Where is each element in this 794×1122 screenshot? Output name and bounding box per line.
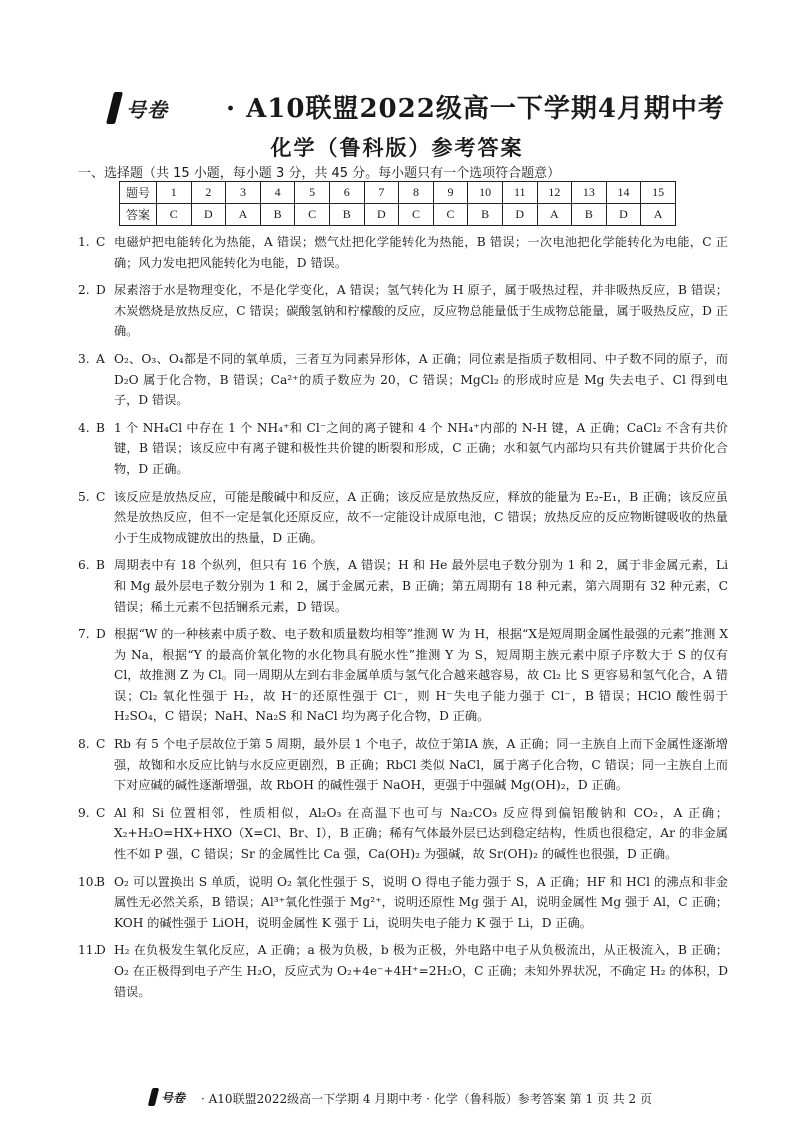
table-cell: 15 (641, 182, 676, 204)
table-cell: 4 (260, 182, 295, 204)
document-subtitle: 化学（鲁科版）参考答案 (270, 136, 524, 160)
item-explanation: 尿素溶于水是物理变化，不是化学变化，A 错误；氢气转化为 H 原子，属于吸热过程，并非吸热反应，B 错误；木炭燃烧是放热反应，C 错误；碳酸氢钠和柠檬酸的反应，反应物总能量低于生成物总能量，属于吸热反应，D 正确。 (114, 283, 728, 339)
table-cell: A (226, 204, 261, 226)
item-answer: C (96, 805, 106, 820)
list-item (78, 624, 728, 727)
item-number: 4. (78, 420, 90, 435)
item-explanation: 1 个 NH₄Cl 中存在 1 个 NH₄⁺和 Cl⁻之间的离子键和 4 个 NH₄⁺内部的 N-H 键，A 正确；CaCl₂ 不含有共价键，B 错误；该反应中有离子键和极性共价键的断裂和形成，C 正确；水和氨气内部均只有共价键属于共价化合物，D 正确。 (114, 420, 728, 476)
brand-logo-icon (106, 92, 123, 124)
table-cell: 12 (537, 182, 572, 204)
item-explanation: 根据“W 的一种核素中质子数、电子数和质量数均相等”推测 W 为 H，根据“X是短周期金属性最强的元素”推测 X 为 Na，根据“Y 的最高价氧化物的水化物具有脱水性”推测 Y 为 S，短周期主族元素中原子序数大于 S 的仅有 Cl，故推测 Z 为 Cl。同一周期从左到右非金属单质与氢气化合越来越容易，故 Cl₂ 比 S 更容易和氢气化合，A 错误；Cl₂ 氧化性强于 H₂，故 H⁻的还原性强于 Cl⁻，则 H⁻失电子能力强于 Cl⁻，B 错误；HClO 酸性弱于 H₂SO₄，C 错误；NaH、Na₂S 和 NaCl 均为离子化合物，D 正确。 (114, 627, 728, 724)
document-header (0, 86, 794, 126)
item-answer: D (96, 627, 106, 642)
row-label-number: 题号 (120, 182, 157, 204)
section-heading: 一、选择题（共 15 小题，每小题 3 分，共 45 分。每小题只有一个选项符合题意） (78, 166, 561, 181)
item-answer: C (96, 737, 106, 752)
explanation-list (78, 232, 728, 1009)
item-number: 10. (78, 874, 98, 889)
table-cell: C (399, 204, 434, 226)
list-item (78, 940, 728, 1002)
item-answer: D (96, 943, 106, 958)
table-cell: 10 (468, 182, 503, 204)
list-item (78, 555, 728, 617)
list-item (78, 487, 728, 549)
item-number: 3. (78, 351, 90, 366)
table-cell: 5 (295, 182, 330, 204)
table-cell: 9 (433, 182, 468, 204)
item-number: 5. (78, 489, 90, 504)
list-item (78, 734, 728, 796)
list-item (78, 232, 728, 273)
item-explanation: 该反应是放热反应，可能是酸碱中和反应，A 正确；该反应是放热反应，释放的能量为 E₂-E₁，B 正确；该反应虽然是放热反应，但不一定是氧化还原反应，故不一定能设计成原电池，C 错误；放热反应的反应物断键吸收的热量小于生成物成键放出的热量，D 正确。 (114, 489, 728, 545)
list-item (78, 803, 728, 865)
table-cell: B (260, 204, 295, 226)
item-answer: C (96, 489, 106, 504)
list-item (78, 349, 728, 411)
item-answer: B (96, 420, 105, 435)
item-explanation: H₂ 在负极发生氧化反应，A 正确；a 极为负极，b 极为正极，外电路中电子从负极流出，从正极流入，B 正确；O₂ 在正极得到电子产生 H₂O，反应式为 O₂+4e⁻+4H⁺=2H₂O，C 正确；未知外界状况，不确定 H₂ 的体积，D 错误。 (114, 943, 728, 999)
table-cell: 3 (226, 182, 261, 204)
item-answer: B (96, 874, 105, 889)
list-item (78, 418, 728, 480)
item-answer: A (96, 351, 105, 366)
table-cell: 11 (502, 182, 537, 204)
item-explanation: Rb 有 5 个电子层故位于第 5 周期，最外层 1 个电子，故位于第ⅠA 族，A 正确；同一主族自上而下金属性逐渐增强，故铷和水反应比钠与水反应更剧烈，B 正确；RbCl 类似 NaCl，属于离子化合物，C 错误；同一主族自上而下对应碱的碱性逐渐增强，故 RbOH 的碱性强于 NaOH，更强于中强碱 Mg(OH)₂，D 正确。 (114, 737, 728, 793)
item-answer: C (96, 235, 106, 249)
page-footer (0, 1086, 794, 1108)
item-explanation: Al 和 Si 位置相邻，性质相似，Al₂O₃ 在高温下也可与 Na₂CO₃ 反应得到偏铝酸钠和 CO₂，A 正确；X₂+H₂O=HX+HXO（X=Cl、Br、I），B 正确；稀有气体最外层已达到稳定结构，性质也很稳定，Ar 的非金属性不如 P 强，C 错误；Sr 的金属性比 Ca 强，Ca(OH)₂ 为强碱，故 Sr(OH)₂ 的碱性也很强，D 正确。 (114, 805, 728, 862)
item-number: 1. (78, 235, 90, 249)
table-cell: D (364, 204, 399, 226)
answer-table (119, 181, 676, 226)
table-cell: 14 (606, 182, 641, 204)
table-cell: 1 (157, 182, 192, 204)
table-cell: B (329, 204, 364, 226)
answer-table-number-row (120, 182, 676, 204)
footer-logo-icon (148, 1088, 159, 1106)
table-cell: D (606, 204, 641, 226)
table-cell: 8 (399, 182, 434, 204)
list-item (78, 280, 728, 342)
item-number: 11. (78, 943, 98, 958)
table-cell: B (468, 204, 503, 226)
table-cell: B (572, 204, 607, 226)
table-cell: 13 (572, 182, 607, 204)
table-cell: 6 (329, 182, 364, 204)
item-answer: B (96, 558, 105, 573)
item-explanation: O₂ 可以置换出 S 单质，说明 O₂ 氧化性强于 S，说明 O 得电子能力强于 S，A 正确；HF 和 HCl 的沸点和非金属性无必然关系，B 错误；Al³⁺氧化性强于 Mg²⁺，说明还原性 Mg 强于 Al，说明金属性 Mg 强于 Al，C 正确；KOH 的碱性强于 LiOH，说明金属性 K 强于 Li，说明失电子能力 K 强于 Li，D 正确。 (114, 874, 728, 930)
table-cell: D (191, 204, 226, 226)
table-cell: A (641, 204, 676, 226)
footer-brand: 号卷 (161, 1091, 186, 1105)
item-number: 2. (78, 283, 90, 298)
table-cell: C (433, 204, 468, 226)
item-explanation: 周期表中有 18 个纵列，但只有 16 个族，A 错误；H 和 He 最外层电子数分别为 1 和 2，属于非金属元素，Li 和 Mg 最外层电子数分别为 1 和 2，属于金属元素，B 正确；第五周期有 18 种元素，第六周期有 32 种元素，C 错误；稀土元素不包括镧系元素，D 错误。 (114, 558, 728, 614)
item-number: 7. (78, 627, 90, 642)
table-cell: 7 (364, 182, 399, 204)
item-explanation: 电磁炉把电能转化为热能，A 错误；燃气灶把化学能转化为热能，B 错误；一次电池把化学能转化为电能，C 正确；风力发电把风能转化为电能，D 错误。 (114, 235, 728, 270)
item-explanation: O₂、O₃、O₄都是不同的氧单质，三者互为同素异形体，A 正确；同位素是指质子数相同、中子数不同的原子，而 D₂O 属于化合物，B 错误；Ca²⁺的质子数应为 20，C 错误；MgCl₂ 的形成时应是 Mg 失去电子、Cl 得到电子，D 错误。 (114, 351, 728, 408)
item-number: 6. (78, 558, 90, 573)
item-number: 9. (78, 805, 90, 820)
answer-table-answer-row (120, 204, 676, 226)
item-answer: D (96, 283, 106, 298)
table-cell: D (502, 204, 537, 226)
exam-title: · A10联盟2022级高一下学期4月期中考 (226, 94, 725, 124)
item-number: 8. (78, 737, 90, 752)
footer-text: · A10联盟2022级高一下学期 4 月期中考 · 化学（鲁科版）参考答案 第 1 页 共 2 页 (201, 1092, 652, 1106)
brand-name: 号卷 (126, 98, 168, 122)
table-cell: A (537, 204, 572, 226)
table-cell: 2 (191, 182, 226, 204)
table-cell: C (295, 204, 330, 226)
row-label-answer: 答案 (120, 204, 157, 226)
table-cell: C (157, 204, 192, 226)
list-item (78, 872, 728, 934)
